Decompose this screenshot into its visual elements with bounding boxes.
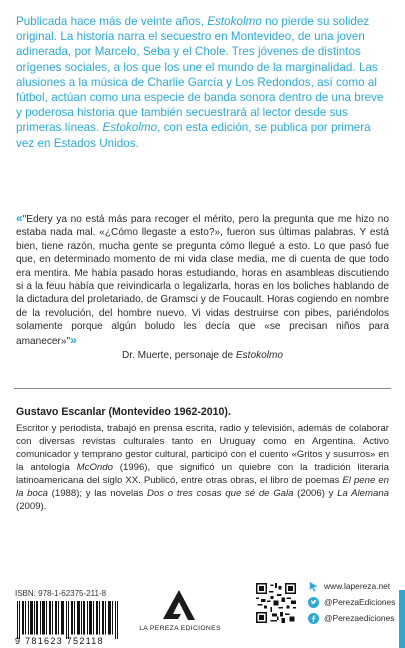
close-quote-mark: »	[70, 332, 77, 347]
barcode-icon	[15, 601, 122, 639]
cursor-icon	[308, 581, 319, 592]
publisher-logo-icon	[159, 588, 199, 622]
qr-code-icon	[256, 583, 296, 623]
facebook-link[interactable]: @Perezaediciones	[308, 610, 405, 626]
publisher-name: LA PEREZA EDICIONES	[139, 625, 221, 632]
author-name-heading: Gustavo Escanlar (Montevideo 1962-2010).	[16, 406, 231, 418]
synopsis-text: Publicada hace más de veinte años, Estokolmo no pierde su solidez original. La historia narra el secuestro en Montevideo, de una joven adinerada, por Marcelo, Seba y el Chole. Tres jóvenes de distintos orígenes sociales, a los que los une el mundo de la marginalidad. Las alusiones a la música de Charlie García y Los Redondos, así como al fútbol, actúan como una especie de banda sonora dentro de una breve y poderosa historia que también secuestrará al lector desde sus primeras líneas. Estokolmo, con esta edición, se publica por primera vez en Estados Unidos.	[16, 15, 384, 150]
quote-text: «"Edery ya no está más para recoger el mérito, pero la pregunta que me hizo no estaba nada mal. «¿Cómo llegaste a esto?», fueron sus últimas palabras. Y está bien, tiene razón, mucha gente se pregunta cómo llegué a esto. Lo que pasó fue que, en determinado momento de mi vida clase media, me di cuenta de que todo era mentira. Me había pasado horas estudiando, horas en asambleas discutiendo si a la feuu había que reivindicarla o legalizarla, horas en los boliches hablando de la dictadura del proletariado, de Gramsci y de Foucault. Horas cogiendo en nombre de la revolución, del hombre nuevo. Vi vidas destruirse con pibes, pariéndolos solamente porque algún boludo les decía que «se precisan niños para amanecer»"»	[16, 211, 389, 347]
facebook-icon	[308, 613, 319, 624]
spine-color-tab	[399, 590, 405, 648]
quote-attribution: Dr. Muerte, personaje de Estokolmo	[121, 350, 284, 362]
author-bio-block	[0, 396, 405, 576]
barcode-digits: 9 781623 752118	[15, 636, 104, 646]
website-link[interactable]: www.lapereza.net	[308, 578, 405, 594]
open-quote-mark: «	[16, 211, 23, 225]
author-bio-text: Escritor y periodista, trabajó en prensa escrita, radio y televisión, además de colaborar con diversas revistas culturales tanto en Uruguay como en Argentina. Activo comunicador y temprano gestor cultural, participó con el cuento «Gritos y susurros» en la antología McOndo (1996), que significó un quiebre con la tradición literaria latinoamericana del siglo XX. Publicó, entre otras obras, el libro de poemas El pene en la boca (1988); y las novelas Dos o tres cosas que sé de Gala (2006) y La Alemana (2009).	[16, 423, 390, 512]
synopsis-block	[0, 0, 405, 195]
section-divider	[14, 388, 391, 389]
quote-block	[0, 200, 405, 378]
social-links	[308, 578, 405, 626]
isbn-label: ISBN: 978-1-62375-211-8	[15, 589, 107, 598]
twitter-link[interactable]: @PerezaEdiciones	[308, 594, 405, 610]
twitter-icon	[308, 597, 319, 608]
